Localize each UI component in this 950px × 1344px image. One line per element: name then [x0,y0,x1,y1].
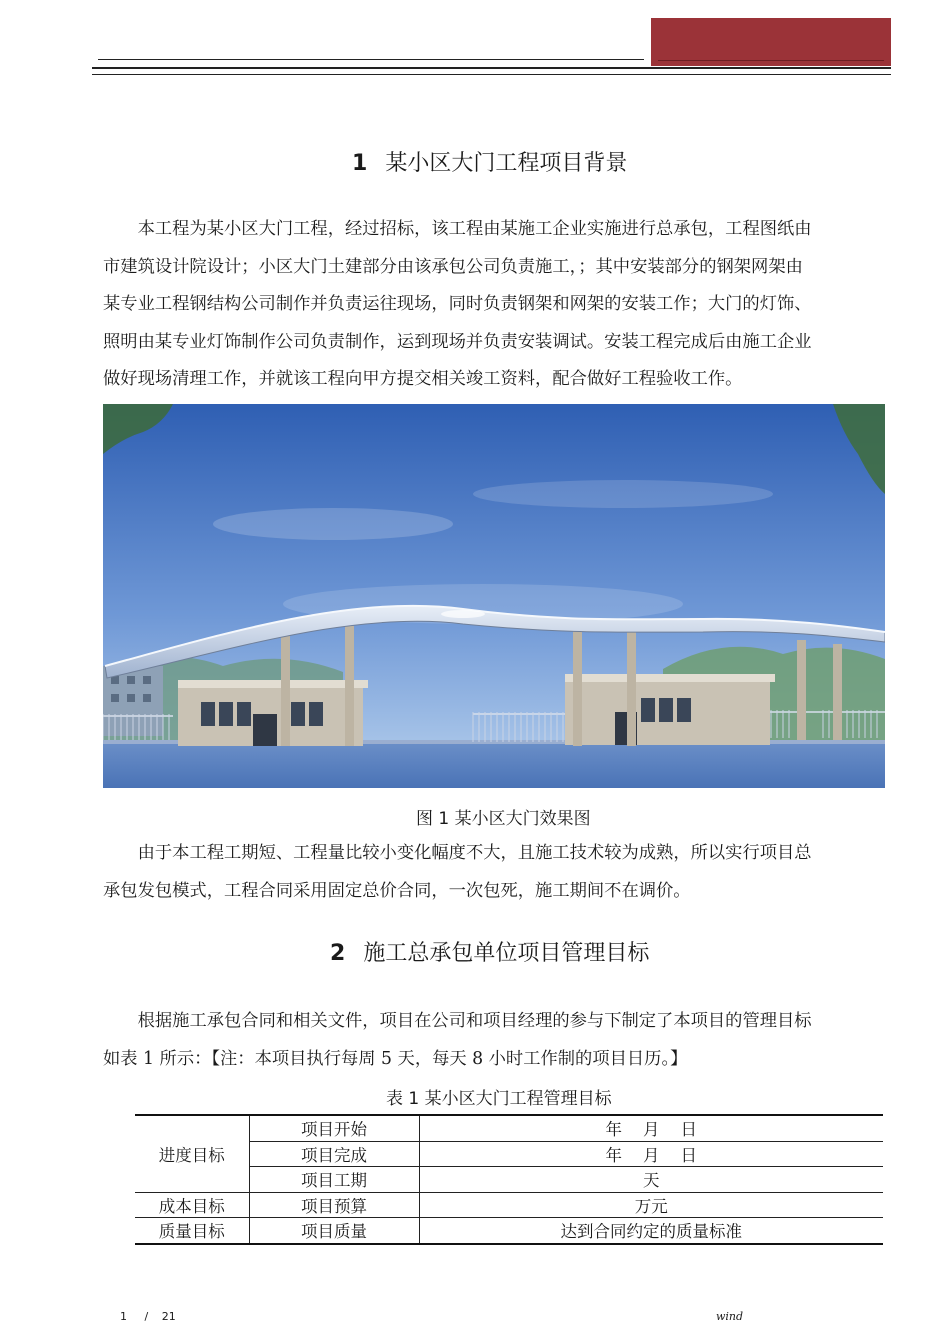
section1-paragraph-line: 做好现场清理工作，并就该工程向甲方提交相关竣工资料，配合做好工程验收工作。 [103,369,743,389]
management-goals-table [135,1114,883,1245]
page-separator: / [144,1310,149,1323]
header-accent-block [651,18,891,66]
page-total: 21 [161,1310,176,1323]
header-rule-top [98,59,644,60]
section1-number: 1 [352,151,368,176]
table-row [135,1218,883,1244]
table-cell-group: 成本目标 [135,1192,249,1218]
section1-paragraph-2 [103,835,885,910]
figure-caption: 图 1 某小区大门效果图 [416,809,591,829]
section1-paragraph-2-line: 由于本工程工期短、工程量比较小变化幅度不大，且施工技术较为成熟，所以实行项目总 [137,843,812,863]
table-cell-item: 项目工期 [249,1167,419,1193]
table-cell-value: 天 [419,1167,883,1193]
table-cell-group: 质量目标 [135,1218,249,1244]
table-caption: 表 1 某小区大门工程管理目标 [386,1089,612,1109]
section1-paragraph-2-line: 承包发包模式，工程合同采用固定总价合同，一次包死，施工期间不在调价。 [103,880,691,901]
footer-right-text: wind [716,1310,744,1323]
header-rule-thick [92,67,891,69]
section1-paragraph-line: 本工程为某小区大门工程，经过招标，该工程由某施工企业实施进行总承包，工程图纸由 [137,219,812,239]
table-cell-value: 达到合同约定的质量标准 [419,1218,883,1244]
table-cell-value: 万元 [419,1192,883,1218]
section1-heading [352,146,627,177]
section2-number: 2 [330,941,346,966]
section2-paragraph-line: 如表 1 所示：【注：本项目执行每周 5 天，每天 8 小时工作制的项目日历。】 [103,1048,688,1069]
header-accent-line [658,60,884,61]
section1-paragraph [103,211,885,399]
table-cell-value: 年 月 日 [419,1115,883,1141]
gate-rendering-image [103,404,885,788]
header-rule-thin [92,74,891,75]
section2-paragraph [103,1003,885,1078]
section1-paragraph-line: 某专业工程钢结构公司制作并负责运往现场，同时负责钢架和网架的安装工作；大门的灯饰、 [103,294,812,314]
table-cell-item: 项目开始 [249,1115,419,1141]
section2-heading [330,936,649,967]
table-cell-group: 进度目标 [135,1115,249,1192]
section2-title: 施工总承包单位项目管理目标 [363,941,650,966]
table-cell-item: 项目质量 [249,1218,419,1244]
section1-title: 某小区大门工程项目背景 [385,151,628,176]
table-row [135,1115,883,1141]
section1-paragraph-line: 市建筑设计院设计；小区大门土建部分由该承包公司负责施工，；其中安装部分的钢架网架由 [103,256,803,277]
table-cell-item: 项目预算 [249,1192,419,1218]
section1-paragraph-line: 照明由某专业灯饰制作公司负责制作，运到现场并负责安装调试。安装工程完成后由施工企业 [103,331,812,352]
page-number [120,1310,176,1323]
section2-paragraph-line: 根据施工承包合同和相关文件，项目在公司和项目经理的参与下制定了本项目的管理目标 [137,1011,812,1031]
table-row [135,1192,883,1218]
page-current: 1 [120,1310,127,1323]
table-cell-item: 项目完成 [249,1141,419,1167]
table-cell-value: 年 月 日 [419,1141,883,1167]
